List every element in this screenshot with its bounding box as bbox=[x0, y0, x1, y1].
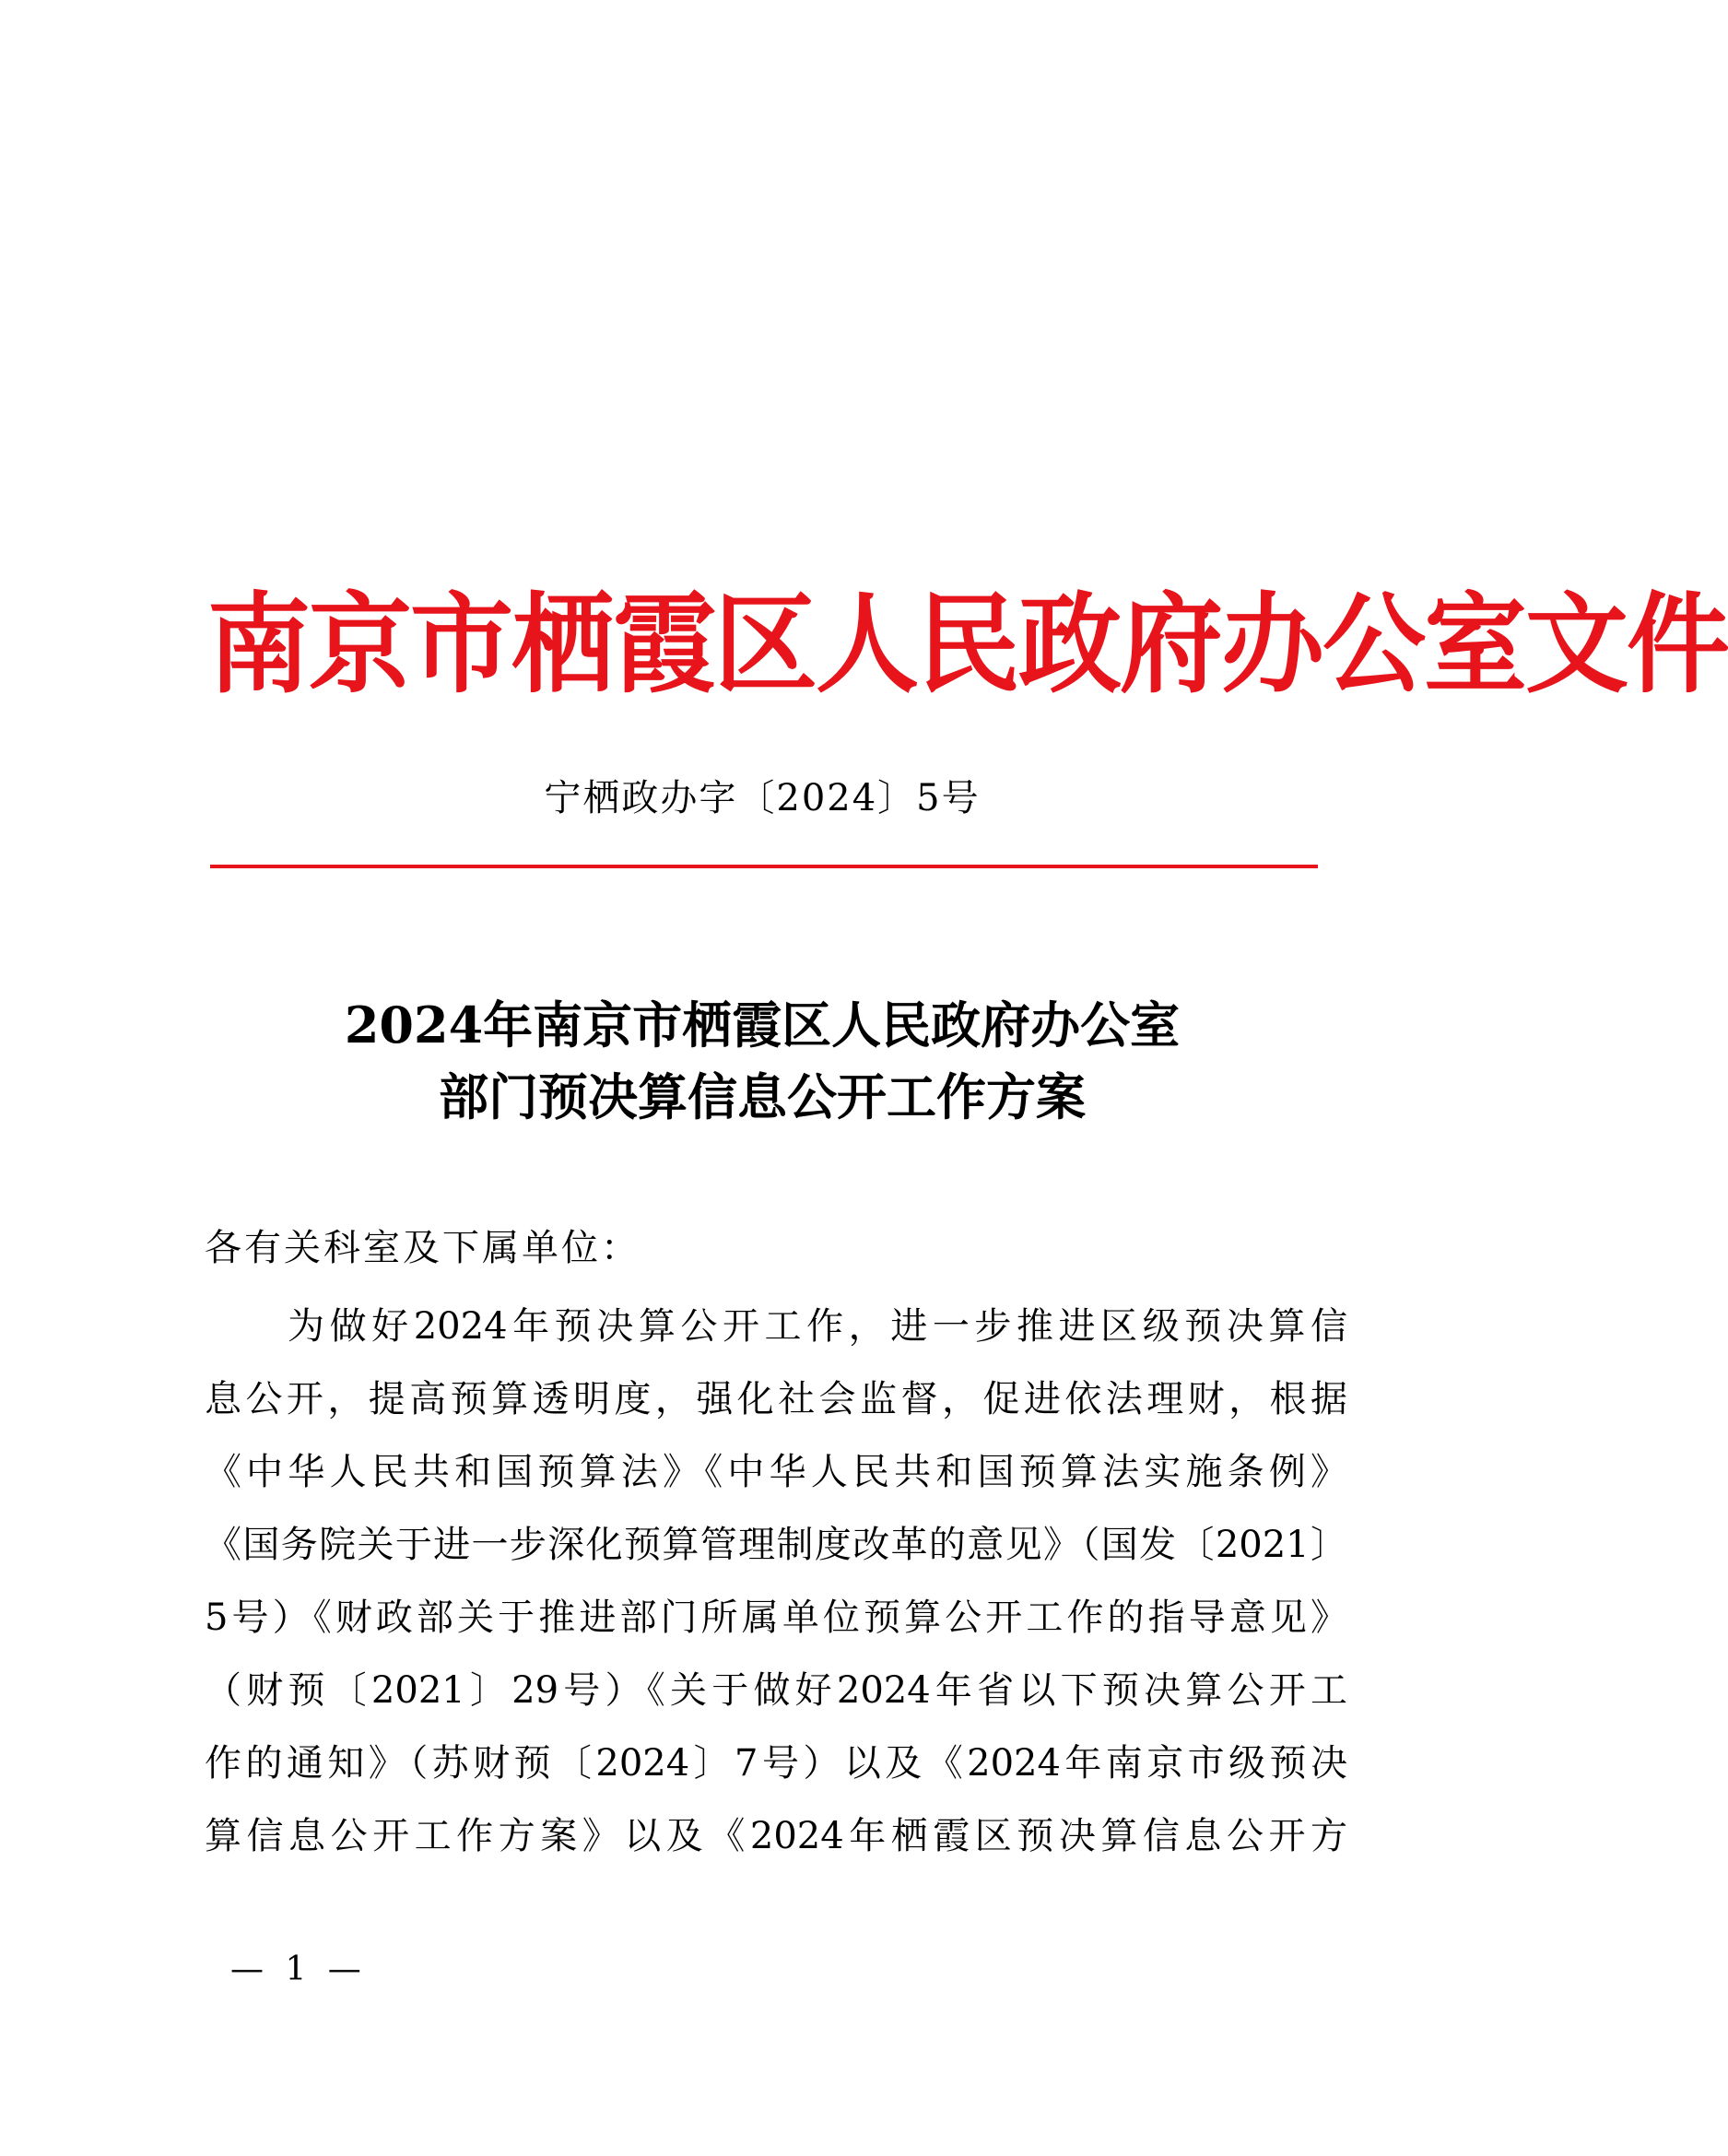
body-line: 5号）《财政部关于推进部门所属单位预算公开工作的指导意见》 bbox=[205, 1596, 1347, 1639]
document-number: 宁栖政办字〔2024〕5号 bbox=[544, 777, 981, 819]
body-line: 《中华人民共和国预算法》《中华人民共和国预算法实施条例》 bbox=[205, 1451, 1347, 1493]
body-line: （财预〔2021〕29号）《关于做好2024年省以下预决算公开工 bbox=[205, 1669, 1347, 1712]
document-title bbox=[0, 989, 1524, 1133]
body-line: 《国务院关于进一步深化预算管理制度改革的意见》（国发〔2021〕 bbox=[205, 1524, 1347, 1566]
issuing-authority-header: 南京市栖霞区人民政府办公室文件 bbox=[207, 581, 1728, 709]
document-title-line-2: 部门预决算信息公开工作方案 bbox=[439, 1067, 1086, 1126]
page-number: — 1 — bbox=[230, 1950, 367, 1988]
body-line: 作的通知》（苏财预〔2024〕7号）以及《2024年南京市级预决 bbox=[205, 1742, 1347, 1785]
body-paragraph bbox=[205, 1290, 1347, 1873]
body-line: 息公开，提高预算透明度，强化社会监督，促进依法理财，根据 bbox=[205, 1378, 1347, 1420]
body-line: 算信息公开工作方案》以及《2024年栖霞区预决算信息公开方 bbox=[205, 1815, 1347, 1857]
body-line: 为做好2024年预决算公开工作，进一步推进区级预决算信 bbox=[288, 1305, 1347, 1348]
red-divider-line bbox=[210, 865, 1318, 868]
document-title-line-1: 2024年南京市栖霞区人民政府办公室 bbox=[344, 996, 1181, 1054]
salutation: 各有关科室及下属单位： bbox=[205, 1227, 641, 1269]
